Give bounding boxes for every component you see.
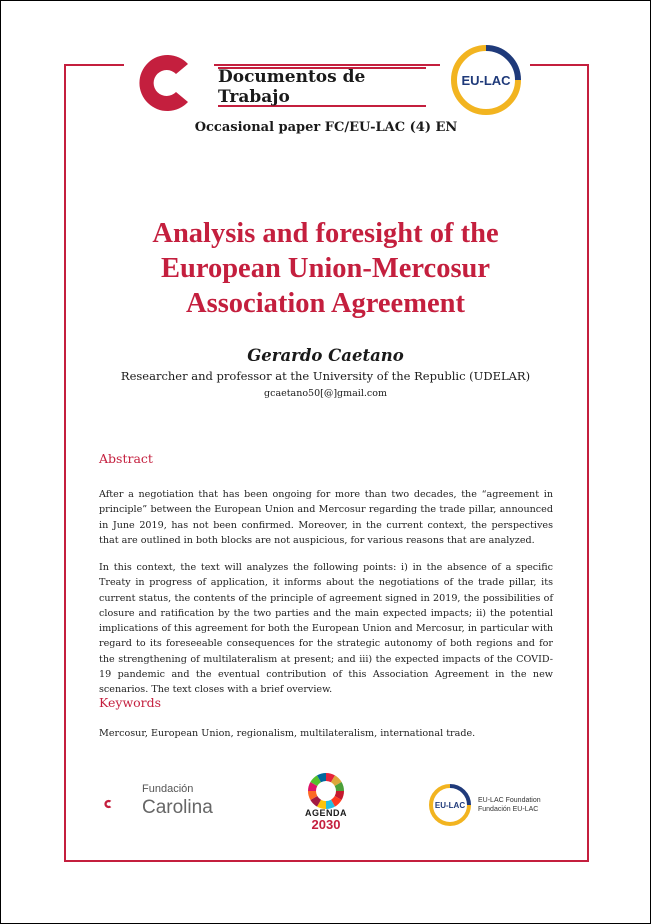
eu-lac-foundation-es: Fundación EU-LAC bbox=[478, 806, 539, 813]
eu-lac-foundation-en: EU-LAC Foundation bbox=[478, 797, 541, 804]
agenda-word: AGENDA bbox=[304, 808, 347, 818]
abstract-heading: Abstract bbox=[99, 451, 153, 466]
keywords-list: Mercosur, European Union, regionalism, multilateralism, international trade. bbox=[99, 728, 476, 739]
paper-id: Occasional paper FC/EU-LAC (4) EN bbox=[194, 120, 458, 135]
author-affiliation: Researcher and professor at the University of the Republic (UDELAR) bbox=[120, 369, 531, 383]
agenda-2030-label bbox=[295, 808, 357, 831]
author-email: gcaetano50[@]gmail.com bbox=[264, 388, 387, 399]
keywords-heading: Keywords bbox=[99, 695, 162, 710]
title-line-3: Association Agreement bbox=[186, 288, 465, 319]
abstract-paragraph-1: After a negotiation that has been ongoing for more than two decades, the “agreement in principle” between the European Union and Mercosur regarding the trade pillar, announced in June 2019, has not been confirmed. Moreover, in the current context, the perspectives that are outlined in both blocks are not auspicious, for various reasons that are analyzed. bbox=[99, 489, 553, 546]
document-title bbox=[80, 216, 571, 321]
carolina-label-1: Fundación bbox=[142, 783, 194, 795]
title-line-1: Analysis and foresight of the bbox=[152, 218, 499, 249]
abstract-paragraph-2: In this context, the text will analyzes the following points: i) in the absence of a specific Treaty in progress of application, it informs about the negotiations of the trade pillar, its current status, the contents of the principle of agreement signed in 2019, the possibilities of closure and ratification by the two parties and the main expected impacts; ii) the potential implications of this agreement for both the European Union and Mercosur, in particular with regard to its foreseeable consequences for the strategic autonomy of both regions and for the strengthening of multilateralism at present; and iii) the expected impacts of the COVID-19 pandemic and the eventual contribution of this Association Agreement in the new scenarios. The text closes with a brief overview. bbox=[99, 562, 553, 696]
title-line-2: European Union-Mercosur bbox=[160, 253, 491, 284]
carolina-c-icon bbox=[104, 782, 138, 826]
eu-lac-small-badge-text: EU-LAC bbox=[434, 801, 466, 810]
carolina-label-2: Carolina bbox=[142, 797, 213, 818]
eu-lac-foundation-label bbox=[478, 796, 541, 814]
author-name: Gerardo Caetano bbox=[247, 346, 404, 365]
series-title: Documentos de Trabajo bbox=[218, 67, 426, 107]
eu-lac-small-logo bbox=[428, 783, 472, 827]
eu-lac-logo bbox=[450, 44, 522, 116]
fundacion-carolina-c-logo bbox=[130, 46, 200, 120]
agenda-year: 2030 bbox=[311, 817, 341, 832]
agenda-2030-wheel-icon bbox=[303, 770, 349, 812]
eu-lac-badge-text: EU-LAC bbox=[461, 73, 511, 88]
